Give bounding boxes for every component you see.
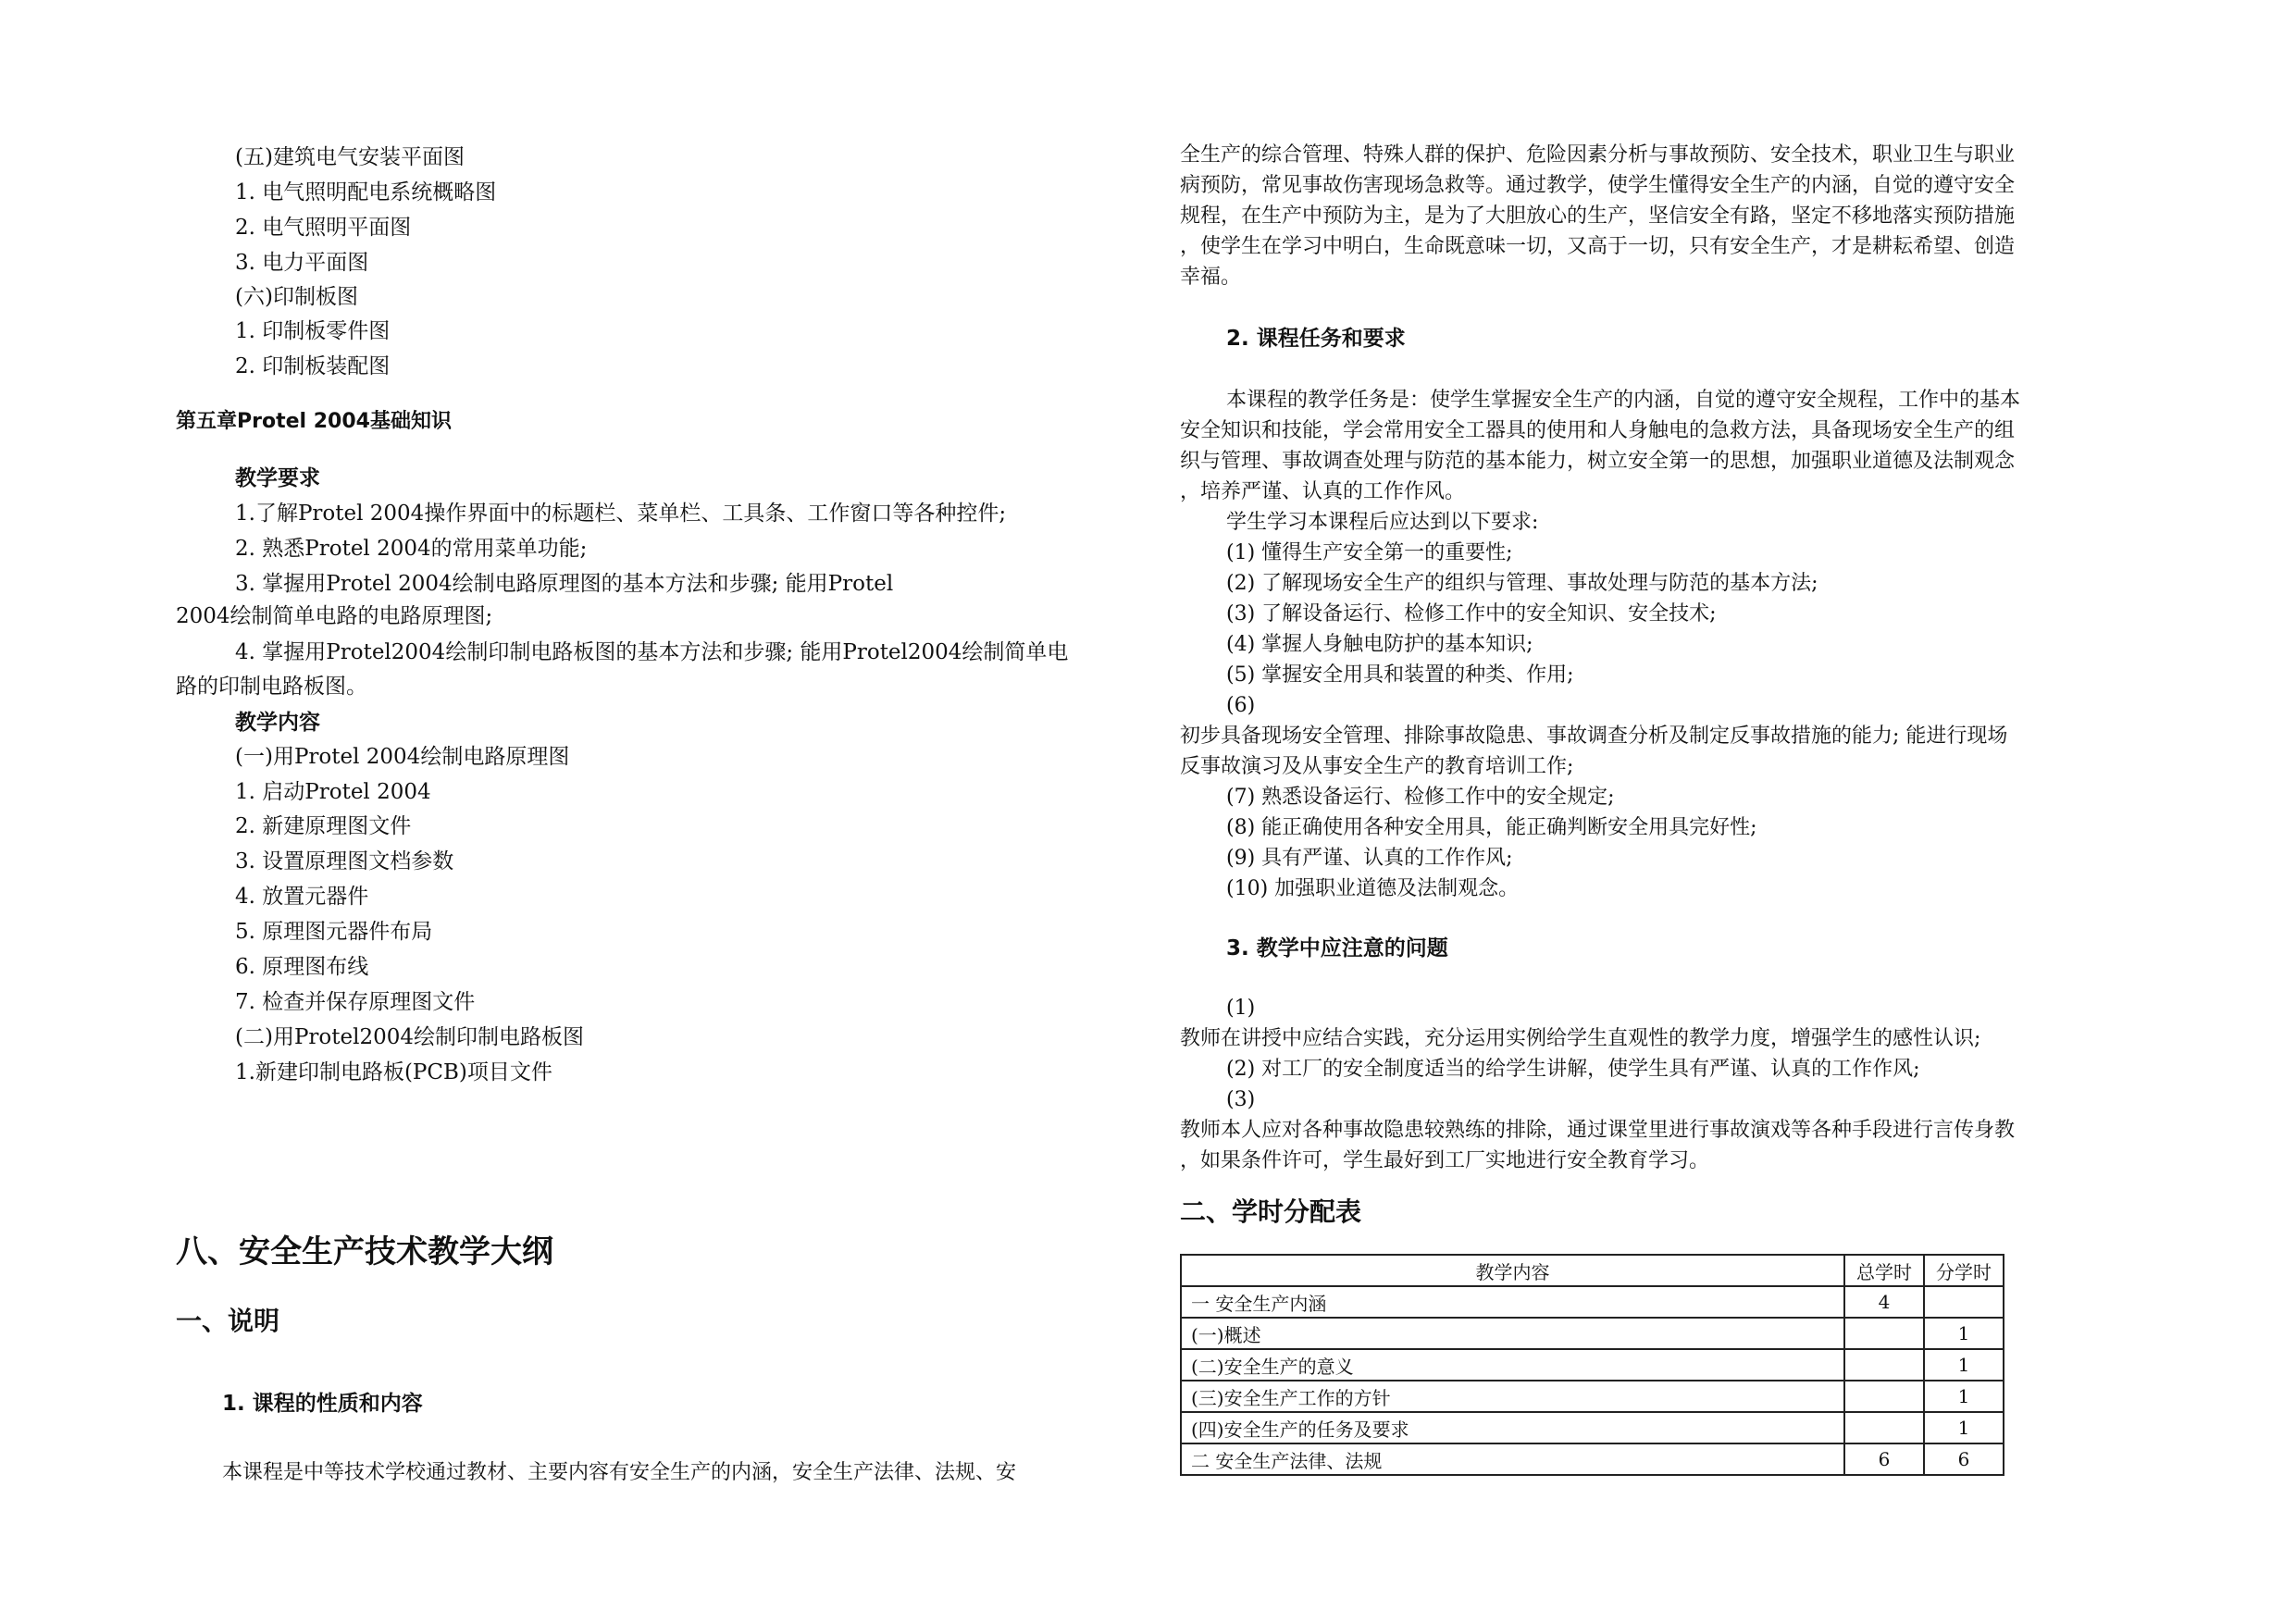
requirement-item: (10) 加强职业道德及法制观念。 bbox=[1226, 877, 1520, 900]
table-row bbox=[1181, 1381, 2004, 1412]
table-cell: (二)安全生产的意义 bbox=[1181, 1349, 1844, 1381]
requirement-item: (5) 掌握安全用具和装置的种类、作用; bbox=[1226, 663, 1574, 687]
note-label: (3) bbox=[1226, 1088, 1256, 1111]
table-row bbox=[1181, 1318, 2004, 1349]
note-text: 教师在讲授中应结合实践，充分运用实例给学生直观性的教学力度，增强学生的感性认识; bbox=[1180, 1027, 1981, 1050]
table-row bbox=[1181, 1412, 2004, 1443]
course-nature-paragraph: 本课程是中等技术学校通过教材、主要内容有安全生产的内涵，安全生产法律、法规、安 bbox=[222, 1461, 1017, 1484]
chapter-title: 第五章Protel 2004基础知识 bbox=[176, 410, 452, 433]
course-nature-title: 1. 课程的性质和内容 bbox=[222, 1392, 423, 1416]
content-line: 3. 设置原理图文档参数 bbox=[235, 849, 454, 873]
requirement-item: (8) 能正确使用各种安全用具，能正确判断安全用具完好性; bbox=[1226, 816, 1757, 839]
hours-table-title: 二、学时分配表 bbox=[1180, 1196, 1362, 1227]
table-row bbox=[1181, 1349, 2004, 1381]
requirement-line: 3. 掌握用Protel 2004绘制电路原理图的基本方法和步骤; 能用Protel bbox=[235, 572, 894, 596]
hours-table bbox=[1180, 1254, 2004, 1476]
content-line: (二)用Protel2004绘制印制电路板图 bbox=[235, 1025, 585, 1049]
table-cell: 1 bbox=[1924, 1412, 2004, 1443]
table-cell: 一 安全生产内涵 bbox=[1181, 1286, 1844, 1318]
table-cell: 6 bbox=[1924, 1443, 2004, 1475]
outline-line: 2. 印制板装配图 bbox=[235, 354, 391, 378]
outline-line: (六)印制板图 bbox=[235, 285, 358, 309]
paragraph-line: 全生产的综合管理、特殊人群的保护、危险因素分析与事故预防、安全技术，职业卫生与职业 bbox=[1180, 143, 2016, 167]
paragraph-line: ，培养严谨、认真的工作作风。 bbox=[1180, 480, 1466, 503]
content-line: 1. 启动Protel 2004 bbox=[235, 780, 431, 804]
requirement-line: 4. 掌握用Protel2004绘制印制电路板图的基本方法和步骤; 能用Protel2004绘制简单电 bbox=[235, 640, 1069, 664]
outline-line: (五)建筑电气安装平面图 bbox=[235, 145, 465, 169]
course-task-title: 2. 课程任务和要求 bbox=[1226, 327, 1406, 351]
table-row bbox=[1181, 1443, 2004, 1475]
requirement-item: (6) bbox=[1226, 694, 1256, 717]
note-item: (2) 对工厂的安全制度适当的给学生讲解，使学生具有严谨、认真的工作作风; bbox=[1226, 1058, 1920, 1081]
content-line: (一)用Protel 2004绘制电路原理图 bbox=[235, 745, 570, 769]
requirement-line: 1.了解Protel 2004操作界面中的标题栏、菜单栏、工具条、工作窗口等各种控件; bbox=[235, 502, 1007, 526]
content-line: 1.新建印制电路板(PCB)项目文件 bbox=[235, 1060, 552, 1084]
requirement-item-text: 初步具备现场安全管理、排除事故隐患、事故调查分析及制定反事故措施的能力; 能进行现场 bbox=[1180, 725, 2008, 748]
requirement-item-text: 反事故演习及从事安全生产的教育培训工作; bbox=[1180, 755, 1574, 778]
requirement-item: (2) 了解现场安全生产的组织与管理、事故处理与防范的基本方法; bbox=[1226, 572, 1818, 595]
content-line: 5. 原理图元器件布局 bbox=[235, 920, 433, 944]
table-cell: 1 bbox=[1924, 1381, 2004, 1412]
paragraph-line: 织与管理、事故调查处理与防范的基本能力，树立安全第一的思想，加强职业道德及法制观念 bbox=[1180, 450, 2016, 473]
requirement-line: 路的印制电路板图。 bbox=[176, 675, 367, 699]
outline-line: 3. 电力平面图 bbox=[235, 251, 369, 275]
teaching-notes-title: 3. 教学中应注意的问题 bbox=[1226, 936, 1448, 960]
outline-line: 2. 电气照明平面图 bbox=[235, 216, 412, 240]
paragraph-line: 幸福。 bbox=[1180, 266, 1242, 289]
paragraph-line: 病预防，常见事故伤害现场急救等。通过教学，使学生懂得安全生产的内涵，自觉的遵守安全 bbox=[1180, 174, 2016, 197]
table-cell bbox=[1844, 1318, 1924, 1349]
table-cell: 1 bbox=[1924, 1349, 2004, 1381]
requirement-line: 2. 熟悉Protel 2004的常用菜单功能; bbox=[235, 537, 588, 561]
explanation-title: 一、说明 bbox=[176, 1306, 280, 1336]
table-cell bbox=[1844, 1349, 1924, 1381]
requirements-intro: 学生学习本课程后应达到以下要求: bbox=[1226, 511, 1539, 534]
table-header-cell: 总学时 bbox=[1844, 1255, 1924, 1286]
outline-line: 1. 印制板零件图 bbox=[235, 319, 391, 343]
content-line: 6. 原理图布线 bbox=[235, 955, 369, 979]
teaching-requirements-title: 教学要求 bbox=[235, 466, 320, 490]
requirement-item: (1) 懂得生产安全第一的重要性; bbox=[1226, 541, 1513, 564]
table-cell: (一)概述 bbox=[1181, 1318, 1844, 1349]
table-cell: 4 bbox=[1844, 1286, 1924, 1318]
requirement-line: 2004绘制简单电路的电路原理图; bbox=[176, 604, 493, 628]
requirement-item: (4) 掌握人身触电防护的基本知识; bbox=[1226, 633, 1533, 656]
teaching-content-title: 教学内容 bbox=[235, 711, 320, 735]
note-label: (1) bbox=[1226, 997, 1256, 1020]
table-cell: (四)安全生产的任务及要求 bbox=[1181, 1412, 1844, 1443]
table-cell bbox=[1844, 1381, 1924, 1412]
table-cell bbox=[1924, 1286, 2004, 1318]
paragraph-line: 安全知识和技能，学会常用安全工器具的使用和人身触电的急救方法，具备现场安全生产的组 bbox=[1180, 419, 2016, 442]
table-row bbox=[1181, 1286, 2004, 1318]
table-cell: (三)安全生产工作的方针 bbox=[1181, 1381, 1844, 1412]
paragraph-line: 本课程的教学任务是：使学生掌握安全生产的内涵，自觉的遵守安全规程，工作中的基本 bbox=[1226, 389, 2021, 412]
requirement-item: (3) 了解设备运行、检修工作中的安全知识、安全技术; bbox=[1226, 602, 1717, 626]
paragraph-line: 规程，在生产中预防为主，是为了大胆放心的生产，坚信安全有路，坚定不移地落实预防措施 bbox=[1180, 204, 2016, 228]
paragraph-line: ，使学生在学习中明白，生命既意味一切，又高于一切，只有安全生产，才是耕耘希望、创造 bbox=[1180, 235, 2016, 258]
section-title: 八、安全生产技术教学大纲 bbox=[176, 1233, 553, 1270]
note-text: 教师本人应对各种事故隐患较熟练的排除，通过课堂里进行事故演戏等各种手段进行言传身教 bbox=[1180, 1119, 2016, 1142]
outline-line: 1. 电气照明配电系统概略图 bbox=[235, 180, 497, 204]
content-line: 7. 检查并保存原理图文件 bbox=[235, 990, 476, 1014]
table-cell: 1 bbox=[1924, 1318, 2004, 1349]
table-header-cell: 教学内容 bbox=[1181, 1255, 1844, 1286]
requirement-item: (9) 具有严谨、认真的工作作风; bbox=[1226, 847, 1513, 870]
table-header-cell: 分学时 bbox=[1924, 1255, 2004, 1286]
note-text: ，如果条件许可，学生最好到工厂实地进行安全教育学习。 bbox=[1180, 1149, 1710, 1172]
table-cell: 二 安全生产法律、法规 bbox=[1181, 1443, 1844, 1475]
content-line: 4. 放置元器件 bbox=[235, 885, 369, 909]
content-line: 2. 新建原理图文件 bbox=[235, 814, 412, 838]
table-cell: 6 bbox=[1844, 1443, 1924, 1475]
table-cell bbox=[1844, 1412, 1924, 1443]
requirement-item: (7) 熟悉设备运行、检修工作中的安全规定; bbox=[1226, 786, 1615, 809]
table-header-row bbox=[1181, 1255, 2004, 1286]
